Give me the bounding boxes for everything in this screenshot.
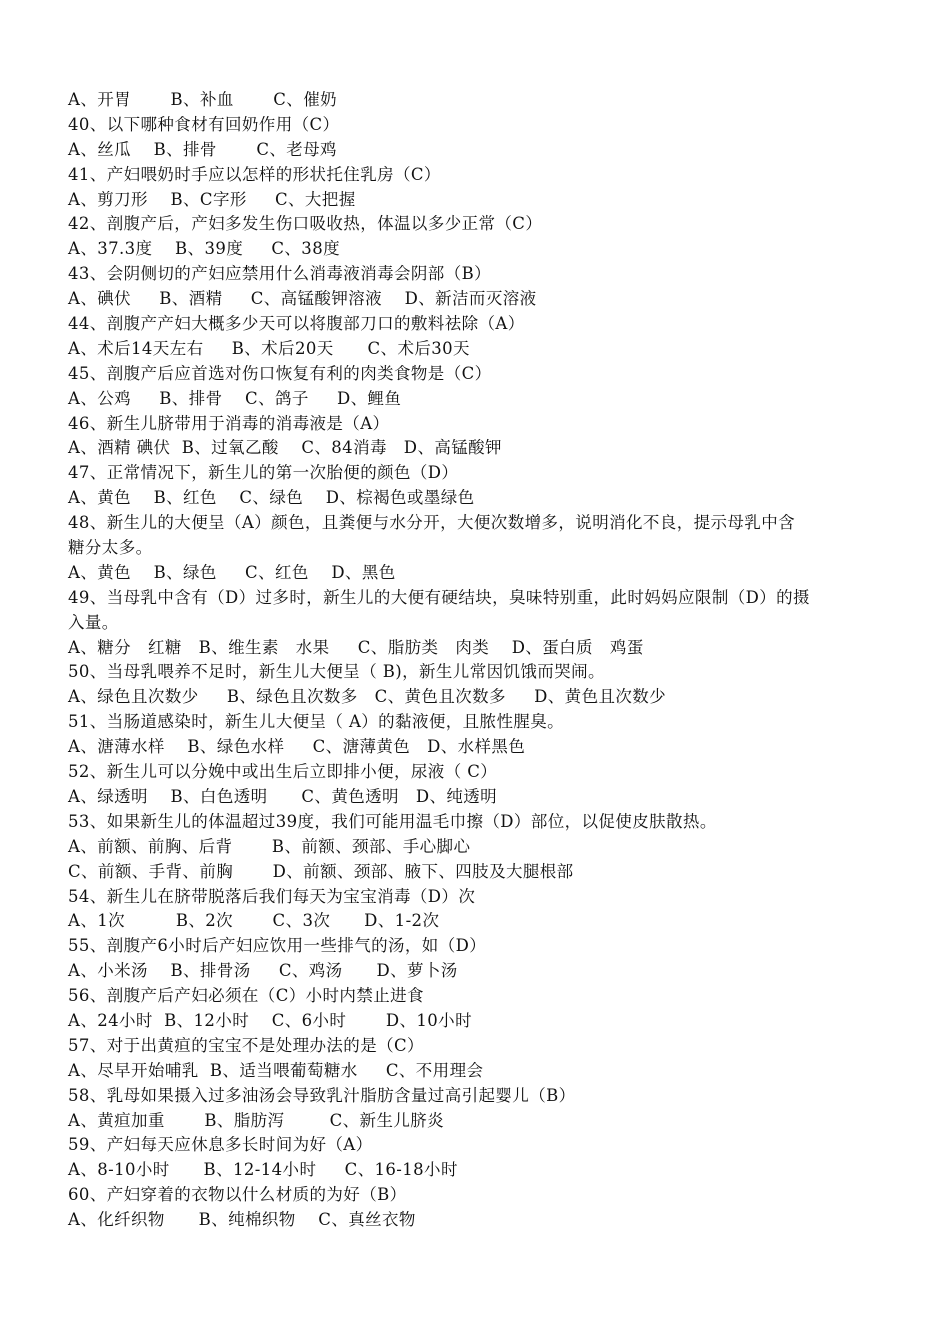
option-line: A、公鸡 B、排骨 C、鸽子 D、鲤鱼 (68, 388, 402, 408)
question-line: 42、剖腹产后，产妇多发生伤口吸收热，体温以多少正常（C） (68, 214, 543, 234)
option-line: A、24小时 B、12小时 C、6小时 D、10小时 (68, 1010, 472, 1030)
question-line: 56、剖腹产后产妇必须在（C）小时内禁止进食 (68, 986, 424, 1006)
option-line: A、酒精 碘伏 B、过氧乙酸 C、84消毒 D、高锰酸钾 (68, 438, 502, 458)
question-line-continued: 入量。 (68, 612, 119, 632)
question-line: 43、会阴侧切的产妇应禁用什么消毒液消毒会阴部（B） (68, 264, 492, 284)
question-line: 54、新生儿在脐带脱落后我们每天为宝宝消毒（D）次 (68, 886, 476, 906)
question-line-continued: 糖分太多。 (68, 538, 153, 558)
question-line: 55、剖腹产6小时后产妇应饮用一些排气的汤，如（D） (68, 936, 487, 956)
option-line: A、黄色 B、绿色 C、红色 D、黑色 (68, 562, 396, 582)
option-line: A、开胃 B、补血 C、催奶 (68, 90, 337, 109)
question-line: 48、新生儿的大便呈（A）颜色，且粪便与水分开，大便次数增多，说明消化不良，提示母乳中含 (68, 513, 796, 533)
option-line: A、小米汤 B、排骨汤 C、鸡汤 D、萝卜汤 (68, 961, 458, 981)
option-line: A、黄色 B、红色 C、绿色 D、棕褐色或墨绿色 (68, 488, 475, 508)
option-line: A、剪刀形 B、C字形 C、大把握 (68, 189, 356, 209)
option-line: A、绿透明 B、白色透明 C、黄色透明 D、纯透明 (68, 786, 498, 806)
option-line: A、溏薄水样 B、绿色水样 C、溏薄黄色 D、水样黑色 (68, 737, 526, 757)
option-line: A、黄疸加重 B、脂肪泻 C、新生儿脐炎 (68, 1110, 445, 1130)
question-line: 41、产妇喂奶时手应以怎样的形状托住乳房（C） (68, 164, 441, 184)
question-line: 59、产妇每天应休息多长时间为好（A） (68, 1135, 373, 1155)
option-line: A、绿色且次数少 B、绿色且次数多 C、黄色且次数多 D、黄色且次数少 (68, 687, 667, 707)
question-line: 49、当母乳中含有（D）过多时，新生儿的大便有硬结块，臭味特别重，此时妈妈应限制（D）的摄 (68, 587, 810, 607)
option-line: A、术后14天左右 B、术后20天 C、术后30天 (68, 338, 470, 358)
document-page (68, 88, 898, 1233)
option-line: A、糖分 红糖 B、维生素 水果 C、脂肪类 肉类 D、蛋白质 鸡蛋 (68, 637, 644, 657)
option-line: A、尽早开始哺乳 B、适当喂葡萄糖水 C、不用理会 (68, 1060, 484, 1080)
option-line: A、化纤织物 B、纯棉织物 C、真丝衣物 (68, 1210, 416, 1230)
question-line: 58、乳母如果摄入过多油汤会导致乳汁脂肪含量过高引起婴儿（B） (68, 1085, 576, 1105)
question-line: 44、剖腹产产妇大概多少天可以将腹部刀口的敷料祛除（A） (68, 314, 525, 334)
question-line: 60、产妇穿着的衣物以什么材质的为好（B） (68, 1185, 407, 1205)
question-line: 40、以下哪种食材有回奶作用（C） (68, 114, 340, 134)
question-line: 51、当肠道感染时，新生儿大便呈（ A）的黏液便，且脓性腥臭。 (68, 712, 565, 732)
option-line: A、丝瓜 B、排骨 C、老母鸡 (68, 139, 337, 159)
option-line: A、碘伏 B、酒精 C、高锰酸钾溶液 D、新洁而灭溶液 (68, 289, 537, 309)
option-line: C、前额、手背、前胸 D、前额、颈部、腋下、四肢及大腿根部 (68, 861, 574, 881)
option-line: A、8-10小时 B、12-14小时 C、16-18小时 (68, 1160, 458, 1180)
question-line: 50、当母乳喂养不足时，新生儿大便呈（ B)，新生儿常因饥饿而哭闹。 (68, 662, 605, 682)
question-line: 46、新生儿脐带用于消毒的消毒液是（A） (68, 413, 390, 433)
question-line: 53、如果新生儿的体温超过39度，我们可能用温毛巾擦（D）部位，以促使皮肤散热。 (68, 811, 717, 831)
option-line: A、37.3度 B、39度 C、38度 (68, 239, 340, 259)
question-line: 45、剖腹产后应首选对伤口恢复有利的肉类食物是（C） (68, 363, 492, 383)
question-line: 47、正常情况下，新生儿的第一次胎便的颜色（D） (68, 463, 459, 483)
option-line: A、前额、前胸、后背 B、前额、颈部、手心脚心 (68, 836, 471, 856)
option-line: A、1次 B、2次 C、3次 D、1-2次 (68, 911, 440, 931)
question-line: 52、新生儿可以分娩中或出生后立即排小便，尿液（ C） (68, 762, 498, 782)
question-line: 57、对于出黄疸的宝宝不是处理办法的是（C） (68, 1035, 424, 1055)
